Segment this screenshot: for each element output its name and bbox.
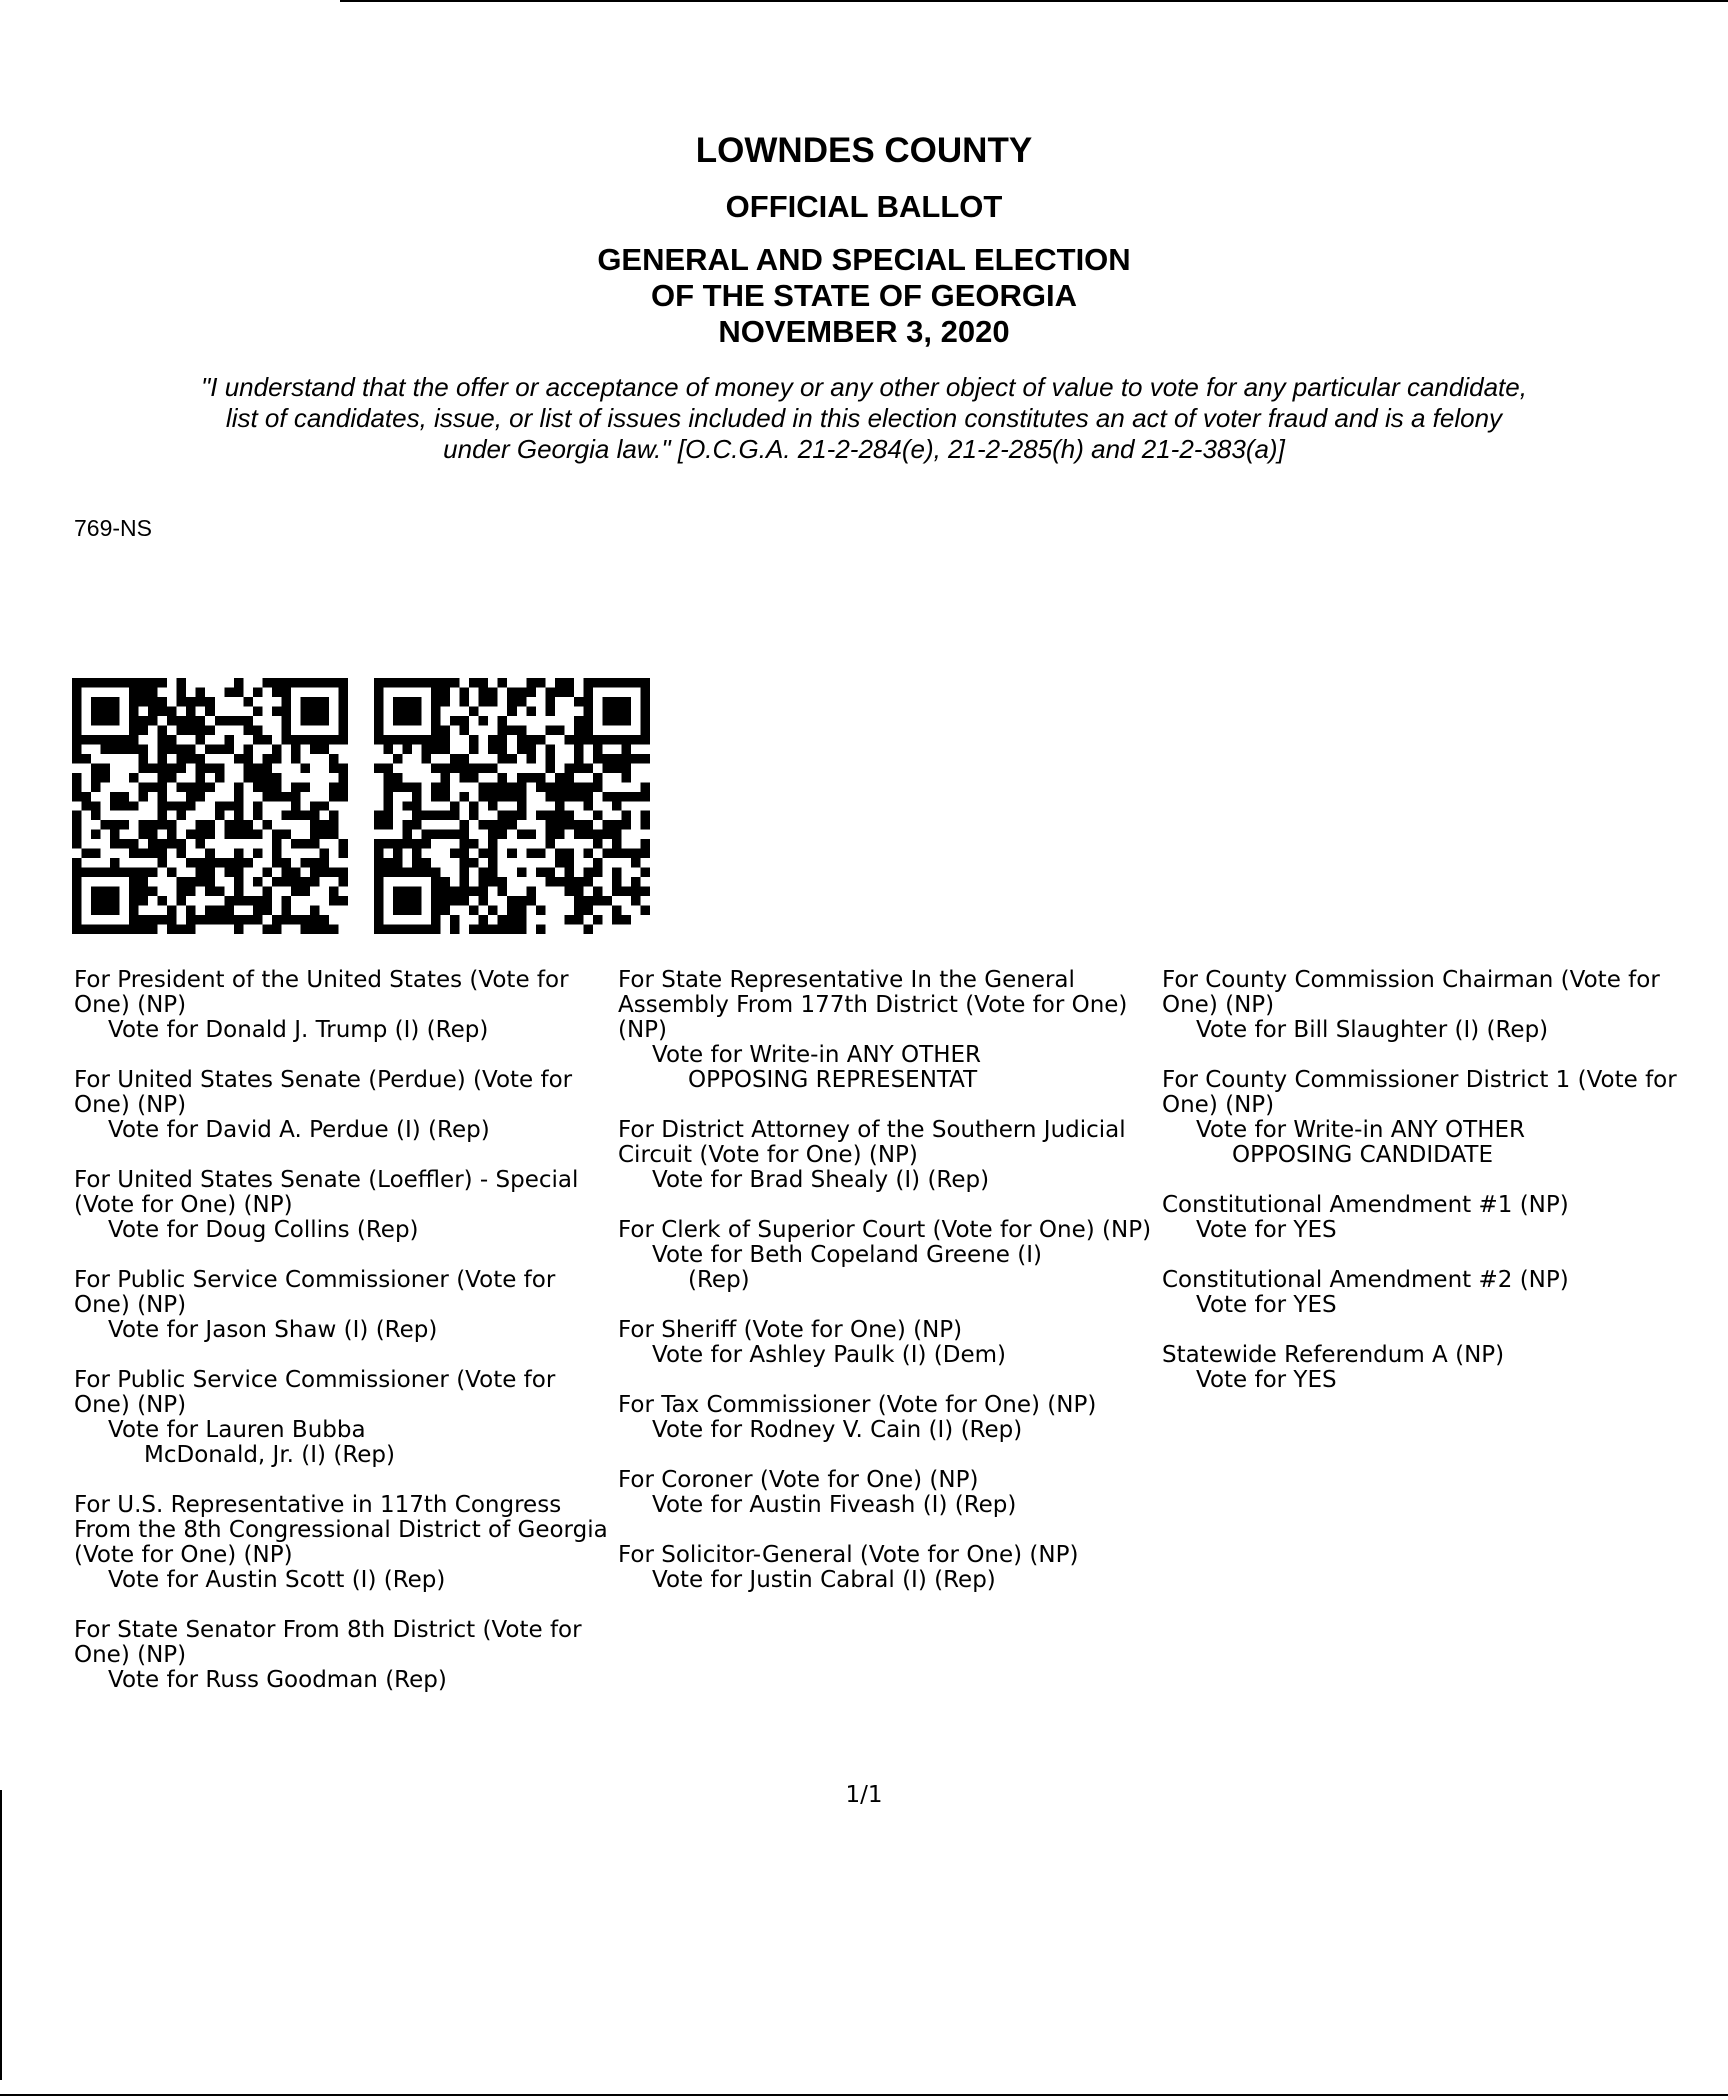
election-title	[0, 242, 1728, 350]
contest	[618, 1468, 1158, 1518]
contest	[618, 968, 1158, 1093]
ballot-type: OFFICIAL BALLOT	[725, 189, 1003, 224]
contest-selection: Vote for Rodney V. Cain (I) (Rep)	[652, 1417, 1023, 1443]
voter-oath-line-2: list of candidates, issue, or list of issues included in this election constitutes an act of voter fraud and is a felony	[225, 403, 1503, 433]
contest-selection: Vote for Bill Slaughter (I) (Rep)	[1196, 1017, 1549, 1043]
contest-title: For County Commissioner District 1 (Vote for One) (NP)	[1162, 1067, 1677, 1118]
contest-selection: Vote for David A. Perdue (I) (Rep)	[108, 1117, 490, 1143]
contest-selection: Vote for Brad Shealy (I) (Rep)	[652, 1167, 990, 1193]
contest-selection-continued: McDonald, Jr. (I) (Rep)	[144, 1442, 395, 1468]
contest-title: For United States Senate (Perdue) (Vote for One) (NP)	[74, 1067, 573, 1118]
contest-selection: Vote for Beth Copeland Greene (I)	[652, 1242, 1042, 1268]
contest	[74, 1493, 614, 1593]
contest-title: For Tax Commissioner (Vote for One) (NP)	[618, 1392, 1097, 1418]
contest-column-1	[74, 968, 614, 1718]
contest	[74, 1368, 614, 1468]
contest-selection: Vote for Russ Goodman (Rep)	[108, 1667, 447, 1693]
contest-selection: Vote for Doug Collins (Rep)	[108, 1217, 419, 1243]
contest-title: For Public Service Commissioner (Vote for One) (NP)	[74, 1267, 556, 1318]
contest	[74, 1268, 614, 1343]
contest-title: For County Commission Chairman (Vote for One) (NP)	[1162, 967, 1660, 1018]
contest-selection: Vote for YES	[1196, 1292, 1337, 1318]
contest	[1162, 1343, 1722, 1393]
contest-selection: Vote for YES	[1196, 1367, 1337, 1393]
ballot-style-code: 769-NS	[74, 515, 152, 541]
contest	[74, 1068, 614, 1143]
contest	[74, 968, 614, 1043]
voter-oath-line-3: under Georgia law." [O.C.G.A. 21-2-284(e), 21-2-285(h) and 21-2-383(a)]	[443, 434, 1285, 464]
contest-title: For Solicitor-General (Vote for One) (NP)	[618, 1542, 1079, 1568]
contest-title: For U.S. Representative in 117th Congress From the 8th Congressional District of Georgia (Vote for One) (NP)	[74, 1492, 608, 1568]
scan-border-top	[340, 0, 1728, 2]
contest-selection-continued: OPPOSING CANDIDATE	[1232, 1142, 1493, 1168]
voter-oath	[60, 372, 1668, 465]
contest-column-2	[618, 968, 1158, 1618]
contest-title: For Sheriff (Vote for One) (NP)	[618, 1317, 963, 1343]
contest-title: For State Senator From 8th District (Vote for One) (NP)	[74, 1617, 582, 1668]
qr-code-left	[72, 678, 348, 934]
contest-title: For State Representative In the General Assembly From 177th District (Vote for One) (NP)	[618, 967, 1128, 1043]
contest-selection: Vote for Write-in ANY OTHER	[652, 1042, 981, 1068]
qr-code-right	[374, 678, 650, 934]
contest	[1162, 1193, 1722, 1243]
contest	[618, 1318, 1158, 1368]
scan-border-bottom	[0, 2094, 1728, 2096]
contest-title: For District Attorney of the Southern Judicial Circuit (Vote for One) (NP)	[618, 1117, 1126, 1168]
election-title-line-1: GENERAL AND SPECIAL ELECTION	[597, 242, 1131, 277]
voter-oath-line-1: "I understand that the offer or acceptance of money or any other object of value to vote for any particular candidate,	[201, 372, 1527, 402]
contest-title: Constitutional Amendment #2 (NP)	[1162, 1267, 1569, 1293]
contest	[74, 1168, 614, 1243]
contest-title: For Public Service Commissioner (Vote for One) (NP)	[74, 1367, 556, 1418]
contest-title: Constitutional Amendment #1 (NP)	[1162, 1192, 1569, 1218]
contest-selection: Vote for Donald J. Trump (I) (Rep)	[108, 1017, 489, 1043]
scan-border-left	[0, 1790, 2, 2080]
contest-selection: Vote for YES	[1196, 1217, 1337, 1243]
contest	[618, 1543, 1158, 1593]
contest-selection: Vote for Ashley Paulk (I) (Dem)	[652, 1342, 1006, 1368]
contest-title: Statewide Referendum A (NP)	[1162, 1342, 1505, 1368]
contest	[1162, 1268, 1722, 1318]
contest-selection: Vote for Austin Scott (I) (Rep)	[108, 1567, 446, 1593]
contest-column-3	[1162, 968, 1722, 1418]
page-number: 1/1	[845, 1782, 883, 1808]
contest	[618, 1118, 1158, 1193]
contest-selection: Vote for Write-in ANY OTHER	[1196, 1117, 1525, 1143]
contest-selection: Vote for Austin Fiveash (I) (Rep)	[652, 1492, 1017, 1518]
contest	[618, 1218, 1158, 1293]
contest-selection: Vote for Justin Cabral (I) (Rep)	[652, 1567, 996, 1593]
election-title-line-2: OF THE STATE OF GEORGIA	[651, 278, 1077, 313]
contest-selection-continued: (Rep)	[688, 1267, 750, 1293]
contest	[1162, 1068, 1722, 1168]
contest-title: For President of the United States (Vote for One) (NP)	[74, 967, 569, 1018]
contest	[1162, 968, 1722, 1043]
contest-title: For Coroner (Vote for One) (NP)	[618, 1467, 979, 1493]
contest	[74, 1618, 614, 1693]
contest-selection-continued: OPPOSING REPRESENTAT	[688, 1067, 978, 1093]
contest-selection: Vote for Lauren Bubba	[108, 1417, 366, 1443]
contest	[618, 1393, 1158, 1443]
election-date: NOVEMBER 3, 2020	[718, 314, 1010, 349]
ballot-header	[0, 130, 1728, 350]
contest-title: For Clerk of Superior Court (Vote for One) (NP)	[618, 1217, 1152, 1243]
contest-title: For United States Senate (Loeffler) - Special (Vote for One) (NP)	[74, 1167, 579, 1218]
contest-selection: Vote for Jason Shaw (I) (Rep)	[108, 1317, 438, 1343]
county-title: LOWNDES COUNTY	[695, 131, 1033, 170]
